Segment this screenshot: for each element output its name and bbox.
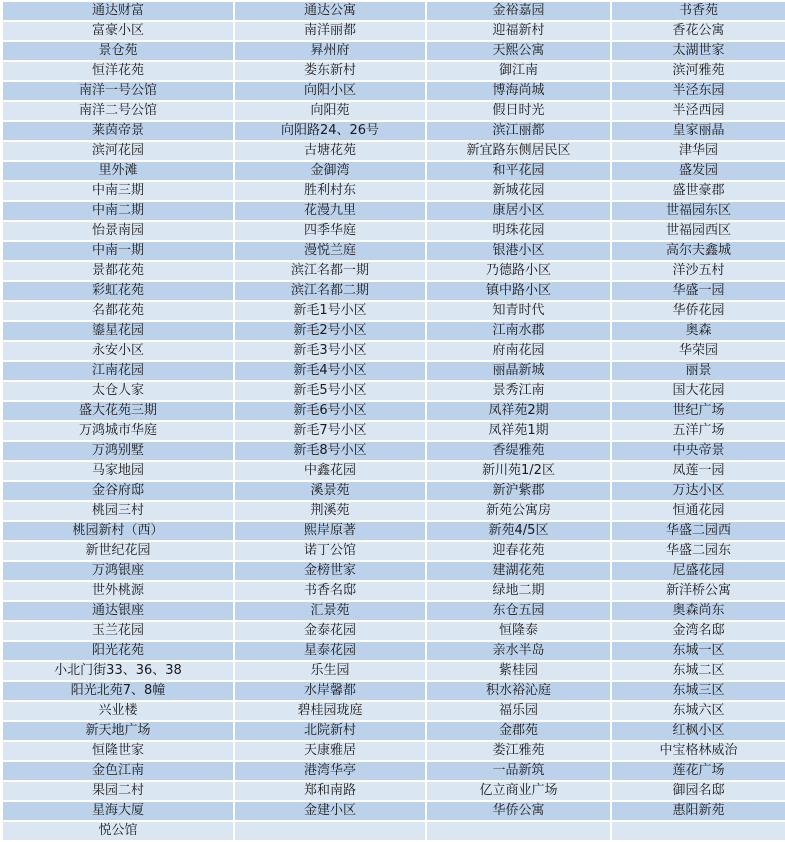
table-cell: 熙岸原著 (234, 521, 426, 541)
table-row (2, 601, 785, 621)
table-cell: 桃园三村 (2, 501, 234, 521)
table-cell: 中南一期 (2, 241, 234, 261)
table-cell: 江南水郡 (426, 321, 611, 341)
table-cell: 丽景 (611, 361, 785, 381)
table-cell: 世外桃源 (2, 581, 234, 601)
table-cell: 镇中路小区 (426, 281, 611, 301)
table-cell: 娄江雅苑 (426, 741, 611, 761)
table-row (2, 761, 785, 781)
table-row (2, 581, 785, 601)
table-row (2, 301, 785, 321)
table-cell: 博海尚城 (426, 81, 611, 101)
table-cell: 富豪小区 (2, 21, 234, 41)
table-cell: 阳光北苑7、8幢 (2, 681, 234, 701)
table-cell: 东城六区 (611, 701, 785, 721)
table-cell: 天熙公寓 (426, 41, 611, 61)
table-cell: 盛大花苑三期 (2, 401, 234, 421)
table-cell: 金裕嘉园 (426, 1, 611, 21)
table-row (2, 621, 785, 641)
table-row (2, 61, 785, 81)
table-cell: 皇家丽晶 (611, 121, 785, 141)
table-cell: 新沪紫郡 (426, 481, 611, 501)
table-row (2, 681, 785, 701)
table-cell: 滨河雅苑 (611, 61, 785, 81)
table-row (2, 781, 785, 801)
table-cell: 明珠花园 (426, 221, 611, 241)
table-row (2, 501, 785, 521)
table-cell: 桃园新村（西） (2, 521, 234, 541)
table-row (2, 421, 785, 441)
table-cell: 江南花园 (2, 361, 234, 381)
table-cell: 新苑公寓房 (426, 501, 611, 521)
table-cell: 凤祥苑2期 (426, 401, 611, 421)
table-row (2, 541, 785, 561)
table-cell: 花漫九里 (234, 201, 426, 221)
table-cell: 华侨公寓 (426, 801, 611, 821)
table-cell: 小北门街33、36、38 (2, 661, 234, 681)
table-row (2, 281, 785, 301)
table-cell: 新洋桥公寓 (611, 581, 785, 601)
table-cell: 红枫小区 (611, 721, 785, 741)
table-cell: 万鸿城市华庭 (2, 421, 234, 441)
table-cell: 南洋丽都 (234, 21, 426, 41)
table-cell: 紫桂园 (426, 661, 611, 681)
table-cell: 四季华庭 (234, 221, 426, 241)
table-cell: 五洋广场 (611, 421, 785, 441)
table-row (2, 181, 785, 201)
table-cell: 建湖花苑 (426, 561, 611, 581)
table-cell: 尼盛花园 (611, 561, 785, 581)
table-cell: 亲水半岛 (426, 641, 611, 661)
table-cell: 古塘花苑 (234, 141, 426, 161)
table-row (2, 101, 785, 121)
table-cell: 半泾东园 (611, 81, 785, 101)
table-cell: 华荣园 (611, 341, 785, 361)
table-cell: 娄东新村 (234, 61, 426, 81)
table-cell: 天康雅居 (234, 741, 426, 761)
table-cell: 津华园 (611, 141, 785, 161)
table-cell: 莲花广场 (611, 761, 785, 781)
table-cell: 新毛5号小区 (234, 381, 426, 401)
table-cell: 御园名邸 (611, 781, 785, 801)
table-cell: 里外滩 (2, 161, 234, 181)
table-cell: 中宝格林威治 (611, 741, 785, 761)
table-cell: 太湖世家 (611, 41, 785, 61)
table-cell: 向阳苑 (234, 101, 426, 121)
table-cell: 恒隆泰 (426, 621, 611, 641)
table-cell: 诺丁公馆 (234, 541, 426, 561)
table-cell: 新毛4号小区 (234, 361, 426, 381)
table-cell (234, 821, 426, 841)
table-cell: 华盛一园 (611, 281, 785, 301)
table-cell: 迎福新村 (426, 21, 611, 41)
table-cell: 金湾名邸 (611, 621, 785, 641)
table-row (2, 381, 785, 401)
table-cell: 中央帝景 (611, 441, 785, 461)
table-cell: 通达银座 (2, 601, 234, 621)
table-cell: 绿地二期 (426, 581, 611, 601)
table-cell: 滨江名都二期 (234, 281, 426, 301)
table-cell: 溪景苑 (234, 481, 426, 501)
table-cell: 东城二区 (611, 661, 785, 681)
table-cell: 中鑫花园 (234, 461, 426, 481)
table-cell: 恒通花园 (611, 501, 785, 521)
table-cell: 府南花园 (426, 341, 611, 361)
table-row (2, 161, 785, 181)
table-row (2, 401, 785, 421)
table-cell: 永安小区 (2, 341, 234, 361)
table-row (2, 41, 785, 61)
table-cell: 景秀江南 (426, 381, 611, 401)
table-cell: 盛世豪郡 (611, 181, 785, 201)
table-cell: 新川苑1/2区 (426, 461, 611, 481)
table-cell: 书香名邸 (234, 581, 426, 601)
table-cell: 洋沙五村 (611, 261, 785, 281)
table-cell: 通达财富 (2, 1, 234, 21)
table-row (2, 481, 785, 501)
table-cell: 景都花苑 (2, 261, 234, 281)
table-cell: 一品新筑 (426, 761, 611, 781)
table-cell: 中南三期 (2, 181, 234, 201)
table-body (2, 1, 785, 841)
table-cell: 丽晶新城 (426, 361, 611, 381)
table-cell: 福乐园 (426, 701, 611, 721)
table-cell: 香缇雅苑 (426, 441, 611, 461)
table-cell: 奥森尚东 (611, 601, 785, 621)
table-row (2, 521, 785, 541)
table-cell: 景仓苑 (2, 41, 234, 61)
table-cell: 乃德路小区 (426, 261, 611, 281)
table-cell: 新城花园 (426, 181, 611, 201)
table-row (2, 1, 785, 21)
table-cell: 汇景苑 (234, 601, 426, 621)
table-row (2, 141, 785, 161)
table-cell: 怡景南园 (2, 221, 234, 241)
table-row (2, 821, 785, 841)
table-cell: 新苑4/5区 (426, 521, 611, 541)
table-cell: 名都花苑 (2, 301, 234, 321)
table-row (2, 461, 785, 481)
table-cell: 新毛2号小区 (234, 321, 426, 341)
table-row (2, 221, 785, 241)
table-cell: 果园二村 (2, 781, 234, 801)
table-cell: 向阳路24、26号 (234, 121, 426, 141)
table-cell: 香花公寓 (611, 21, 785, 41)
table-row (2, 261, 785, 281)
table-cell: 华盛二园东 (611, 541, 785, 561)
table-row (2, 641, 785, 661)
table-cell: 金泰花园 (234, 621, 426, 641)
table-row (2, 341, 785, 361)
table-cell: 华侨花园 (611, 301, 785, 321)
table-cell: 通达公寓 (234, 1, 426, 21)
table-cell: 世纪广场 (611, 401, 785, 421)
table-cell: 万达小区 (611, 481, 785, 501)
table-cell: 星泰花园 (234, 641, 426, 661)
table-cell: 星海大厦 (2, 801, 234, 821)
table-cell: 华盛二园西 (611, 521, 785, 541)
table-row (2, 361, 785, 381)
table-cell: 漫悦兰庭 (234, 241, 426, 261)
table-cell: 港湾华亭 (234, 761, 426, 781)
table-cell: 昪州府 (234, 41, 426, 61)
table-cell: 和平花园 (426, 161, 611, 181)
table-cell: 新世纪花园 (2, 541, 234, 561)
table-row (2, 201, 785, 221)
table-cell: 世福园西区 (611, 221, 785, 241)
table-cell: 书香苑 (611, 1, 785, 21)
table-cell: 新天地广场 (2, 721, 234, 741)
table-cell: 南洋一号公馆 (2, 81, 234, 101)
table-cell: 盛发园 (611, 161, 785, 181)
table-cell: 中南二期 (2, 201, 234, 221)
table-cell: 郑和南路 (234, 781, 426, 801)
table-cell: 滨江名都一期 (234, 261, 426, 281)
table-row (2, 121, 785, 141)
table-cell: 玉兰花园 (2, 621, 234, 641)
table-cell: 荆溪苑 (234, 501, 426, 521)
table-cell: 彩虹花苑 (2, 281, 234, 301)
table-row (2, 721, 785, 741)
table-cell: 御江南 (426, 61, 611, 81)
table-cell (426, 821, 611, 841)
table-cell: 半泾西园 (611, 101, 785, 121)
table-cell: 滨河花园 (2, 141, 234, 161)
table-cell: 凤莲一园 (611, 461, 785, 481)
table-cell: 金色江南 (2, 761, 234, 781)
table-cell: 恒隆世家 (2, 741, 234, 761)
table-cell: 悦公馆 (2, 821, 234, 841)
table-row (2, 741, 785, 761)
table-cell: 迎春花苑 (426, 541, 611, 561)
table-row (2, 661, 785, 681)
table-cell: 金榜世家 (234, 561, 426, 581)
table-row (2, 801, 785, 821)
table-cell: 惠阳新苑 (611, 801, 785, 821)
table-cell: 新宜路东侧居民区 (426, 141, 611, 161)
table-cell: 滨江丽都 (426, 121, 611, 141)
table-cell: 金建小区 (234, 801, 426, 821)
table-cell: 金谷府邸 (2, 481, 234, 501)
table-row (2, 441, 785, 461)
table-cell: 马家地园 (2, 461, 234, 481)
table-cell: 亿立商业广场 (426, 781, 611, 801)
table-cell: 康居小区 (426, 201, 611, 221)
table-cell: 新毛1号小区 (234, 301, 426, 321)
table-cell: 金郡苑 (426, 721, 611, 741)
table-cell: 阳光花苑 (2, 641, 234, 661)
table-cell: 碧桂园珑庭 (234, 701, 426, 721)
table-cell: 东仓五园 (426, 601, 611, 621)
table-cell: 新毛3号小区 (234, 341, 426, 361)
table-cell: 兴业楼 (2, 701, 234, 721)
table-cell: 东城一区 (611, 641, 785, 661)
table-cell: 新毛6号小区 (234, 401, 426, 421)
table-cell: 胜利村东 (234, 181, 426, 201)
table-row (2, 561, 785, 581)
table-row (2, 241, 785, 261)
table-cell: 鎏星花园 (2, 321, 234, 341)
table-cell: 向阳小区 (234, 81, 426, 101)
residential-area-table (1, 0, 785, 842)
table-cell: 北院新村 (234, 721, 426, 741)
table-cell: 国大花园 (611, 381, 785, 401)
table-cell: 新毛7号小区 (234, 421, 426, 441)
table-cell: 万鸿别墅 (2, 441, 234, 461)
table-cell: 莱茵帝景 (2, 121, 234, 141)
table-cell: 乐生园 (234, 661, 426, 681)
table-cell: 积水裕沁庭 (426, 681, 611, 701)
table-cell: 假日时光 (426, 101, 611, 121)
table-cell: 万鸿银座 (2, 561, 234, 581)
table-cell: 新毛8号小区 (234, 441, 426, 461)
table-cell: 东城三区 (611, 681, 785, 701)
table-cell: 凤祥苑1期 (426, 421, 611, 441)
table-cell: 恒洋花苑 (2, 61, 234, 81)
table-cell (611, 821, 785, 841)
table-cell: 太仓人家 (2, 381, 234, 401)
table-cell: 银港小区 (426, 241, 611, 261)
table-cell: 奥森 (611, 321, 785, 341)
table-cell: 世福园东区 (611, 201, 785, 221)
table-cell: 水岸馨都 (234, 681, 426, 701)
table-row (2, 81, 785, 101)
table-cell: 知青时代 (426, 301, 611, 321)
table-row (2, 21, 785, 41)
table-cell: 南洋二号公馆 (2, 101, 234, 121)
table-row (2, 321, 785, 341)
table-row (2, 701, 785, 721)
table-cell: 金御湾 (234, 161, 426, 181)
table-cell: 高尔夫鑫城 (611, 241, 785, 261)
